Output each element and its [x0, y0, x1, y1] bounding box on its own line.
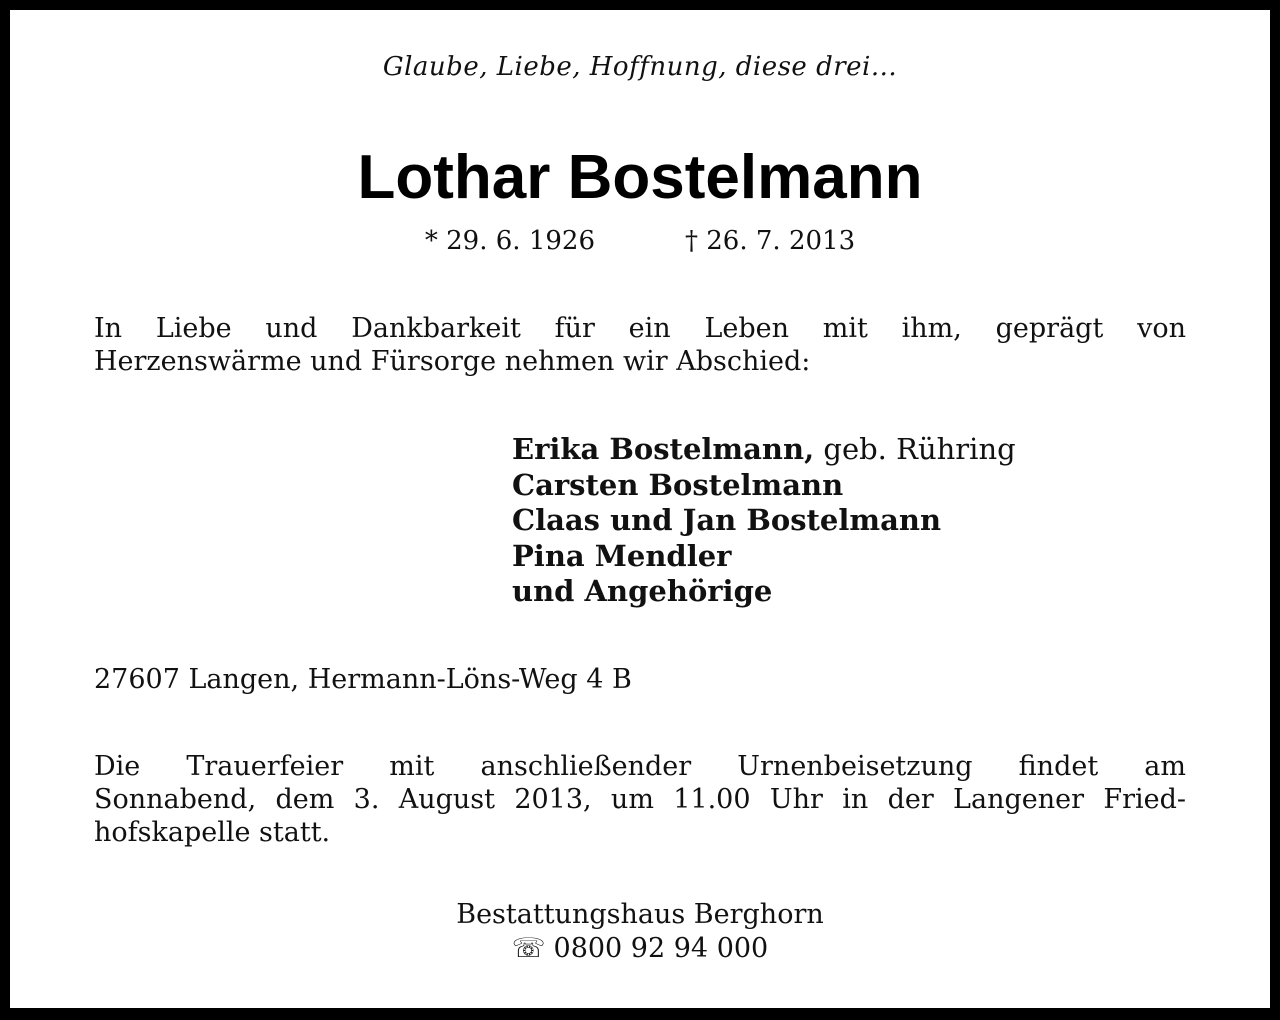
address: 27607 Langen, Hermann-Löns-Weg 4 B: [94, 664, 632, 695]
ceremony-line: Sonnabend, dem 3. August 2013, um 11.00 Uhr in der Langener Fried-: [94, 784, 1186, 815]
motto: Glaube, Liebe, Hoffnung, diese drei...: [382, 52, 898, 82]
birth-date: * 29. 6. 1926: [424, 226, 595, 256]
ceremony-line: hofskapelle statt.: [94, 817, 331, 848]
mourners-list: [512, 432, 1016, 610]
mourner-name: Erika Bostelmann,: [512, 432, 815, 466]
mourner-entry: [512, 432, 1016, 468]
life-dates: [0, 226, 1280, 256]
ceremony-line: Die Trauerfeier mit anschließender Urnenbeisetzung findet am: [94, 751, 1186, 782]
mourner-entry: [512, 539, 1016, 575]
farewell-line: Herzenswärme und Fürsorge nehmen wir Abschied:: [94, 346, 811, 377]
mourner-entry: [512, 503, 1016, 539]
mourner-name: und Angehörige: [512, 574, 773, 608]
undertaker-phone-row: [0, 932, 1280, 966]
mourner-name: Pina Mendler: [512, 538, 732, 573]
deceased-name: Lothar Bostelmann: [357, 143, 923, 212]
mourner-name: Carsten Bostelmann: [512, 467, 844, 502]
undertaker-name: Bestattungshaus Berghorn: [456, 899, 824, 930]
undertaker-phone: 0800 92 94 000: [553, 933, 769, 964]
undertaker-block: [0, 898, 1280, 966]
mourner-suffix: geb. Rühring: [814, 432, 1016, 466]
ceremony-text: [94, 750, 1186, 849]
death-date: † 26. 7. 2013: [685, 226, 856, 256]
mourner-entry: [512, 574, 1016, 610]
telephone-icon: ☏: [511, 933, 546, 964]
farewell-text: [94, 312, 1186, 378]
mourner-name: Claas und Jan Bostelmann: [512, 503, 942, 537]
farewell-line: In Liebe und Dankbarkeit für ein Leben mit ihm, geprägt von: [94, 313, 1186, 344]
mourner-entry: [512, 468, 1016, 504]
